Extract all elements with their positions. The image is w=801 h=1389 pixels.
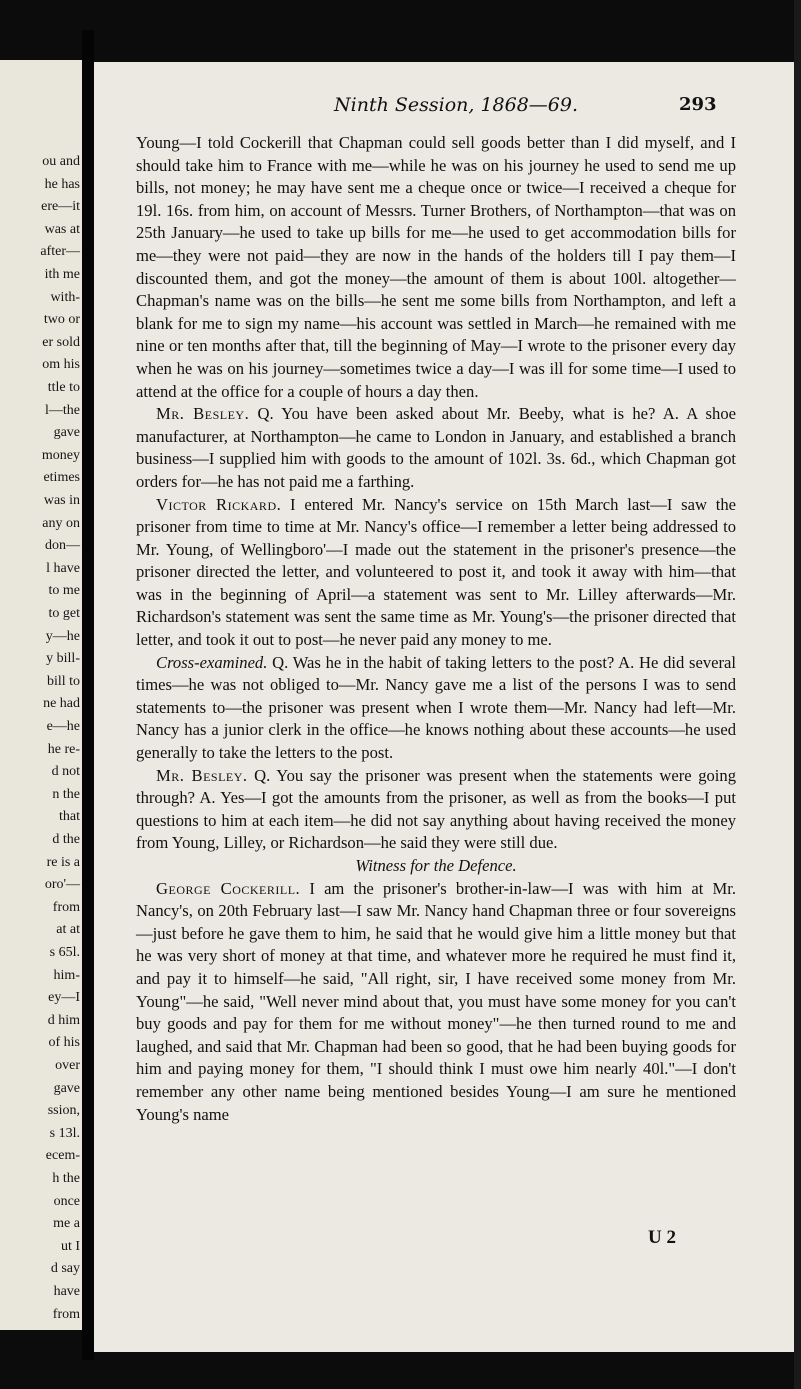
left-page-line: ut I	[60, 1238, 80, 1254]
left-page-line: ey—I	[48, 990, 80, 1006]
header-title: Ninth Session, 1868—69.	[334, 94, 579, 116]
left-page-line: l have	[46, 560, 80, 576]
left-page-fragment	[0, 60, 82, 1330]
speaker-lead: Mr. Besley.	[156, 765, 248, 785]
right-page	[94, 62, 794, 1352]
page-edge	[794, 0, 801, 1389]
left-page-line: ttle to	[47, 380, 80, 395]
left-page-line: to get	[48, 606, 80, 621]
left-page-line: om his	[42, 357, 80, 373]
left-page-line: once	[53, 1193, 80, 1209]
left-page-line: etimes	[43, 470, 80, 486]
paragraph-text: I am the prisoner's brother-in-law—I was with him at Mr. Nancy's, on 20th February last—I saw Mr. Nancy hand Chapman three or four sovereigns—just before he gave them to him, he said that he would give him a little money but that he was very short of money at that time, and whatever more he required he must find it, and pay it to himself—he said, "All right, sir, I have received some money from Mr. Young"—he said, "Well never mind about that, you must have some money for you can't buy goods and pay for them for me without money"—he then turned round to me and laughed, and said that Mr. Chapman had been so good, that he had been buying goods for him and paying money for them, "I should think I must owe him nearly 40l."—I don't remember any other name being mentioned besides Young—I am sure he mentioned Young's name	[136, 878, 737, 1124]
left-page-line: was at	[44, 221, 80, 237]
left-page-line: h the	[52, 1171, 80, 1186]
paragraph	[136, 132, 736, 403]
left-page-line: to me	[48, 583, 80, 599]
left-page-line: l—the	[45, 402, 80, 418]
left-page-line: me a	[53, 1216, 80, 1232]
left-page-line: gave	[53, 425, 80, 441]
left-page-line: n the	[52, 786, 80, 802]
left-page-line: d the	[52, 832, 80, 847]
paragraph	[136, 403, 736, 493]
speaker-lead: Cross-examined.	[156, 652, 268, 672]
paragraph-text: I entered Mr. Nancy's service on 15th March last—I saw the prisoner from time to time at Mr. Nancy's office—I remember a letter being addressed to Mr. Young, of Wellingboro'—I made out the statement in the prisoner's presence—the prisoner directed the letter, and volunteered to post it, and took it away with him—that was in the beginning of April—a statement was sent to Mr. Lilley afterwards—Mr. Richardson's statement was sent the same time as Mr. Young's—the prisoner directed that letter, and took it out to post—he never paid any money to me.	[136, 494, 737, 650]
left-page-line: d him	[47, 1012, 80, 1028]
left-page-line: after—	[40, 244, 80, 260]
left-page-line: e—he	[46, 719, 80, 734]
left-page-line: of his	[48, 1035, 80, 1051]
left-page-line: from	[52, 899, 80, 915]
left-page-line: he re-	[47, 741, 80, 757]
speaker-lead: George Cockerill.	[156, 878, 301, 898]
left-page-line: oro'—	[44, 877, 80, 893]
left-page-line: was in	[43, 493, 80, 508]
paragraph-text: Q. You have been asked about Mr. Beeby, what is he? A. A shoe manufacturer, at Northampton—he came to London in January, and established a branch business—I supplied him with goods to the amount of 102l. 3s. 6d., which Chapman got orders for—he has not paid me a farthing.	[136, 404, 736, 491]
left-page-line: two or	[43, 312, 80, 328]
paragraph	[136, 494, 736, 652]
left-page-line: that	[59, 809, 80, 825]
left-page-line: ne had	[43, 696, 80, 712]
left-page-line: he has	[44, 176, 80, 192]
section-heading: Witness for the Defence.	[355, 856, 517, 875]
left-page-line: d not	[51, 764, 80, 780]
left-page-line: gave	[53, 1080, 80, 1096]
left-page-line: ere—it	[41, 199, 80, 215]
left-page-line: money	[41, 447, 80, 463]
left-page-line: ou and	[42, 154, 80, 169]
left-page-line: ssion,	[47, 1103, 80, 1119]
speaker-lead: Victor Rickard.	[156, 494, 282, 514]
left-page-line: s 65l.	[49, 945, 80, 960]
left-page-line: ith me	[44, 267, 80, 282]
left-page-line: er sold	[42, 334, 80, 350]
left-page-line: re is a	[46, 854, 80, 870]
page-number: 293	[679, 94, 717, 115]
left-page-line: d say	[50, 1261, 80, 1277]
left-page-line: with-	[50, 289, 80, 305]
left-page-line: s 13l.	[49, 1125, 80, 1141]
paragraph	[136, 765, 736, 855]
paragraph-text: Q. Was he in the habit of taking letters to the post? A. He did several times—he was not obliged to—Mr. Nancy gave me a list of the persons I was to send statements to—the prisoner was present when I wrote them—Mr. Nancy had left—Mr. Nancy has a junior clerk in the office—he knows nothing about these accounts—he used generally to take the letters to the post.	[136, 652, 736, 763]
left-page-line: ecem-	[45, 1148, 80, 1164]
left-page-line: bill to	[46, 673, 80, 689]
left-page-line: him-	[53, 967, 80, 983]
left-page-line: any on	[42, 515, 80, 531]
book-gutter	[82, 30, 94, 1360]
paragraph-text: Q. You say the prisoner was present when the statements were going through? A. Yes—I got the amounts from the prisoner, as well as from the books—I put questions to him at each item—he did not say anything about having received the money from Young, Lilley, or Richardson—he said they were still due.	[136, 765, 736, 853]
paragraph	[136, 652, 736, 765]
left-page-line: y bill-	[46, 651, 80, 667]
paragraph	[136, 878, 736, 1127]
left-page-line: y—he	[45, 628, 80, 644]
left-page-line: from	[52, 1306, 80, 1322]
paragraph-text: Young—I told Cockerill that Chapman could sell goods better than I did myself, and I should take him to France with me—while he was on his journey he used to send me up bills, not money; he may have sent me a cheque once or twice—I received a cheque for 19l. 16s. from him, on account of Messrs. Turner Brothers, of Northampton—that was on 25th January—he used to take up bills for me—he used to get accommodation bills for me—they were not paid—they are now in the hands of the holders till I pay them—I discounted them, and got the money—the amount of them is about 100l. altogether—Chapman's name was on the bills—he sent me some bills from Northampton, and left a blank for me to sign my name—his account was settled in March—he remained with me nine or ten months after that, till the beginning of May—I wrote to the prisoner every day when he was on his journey—sometimes twice a day—I was ill for some time—I used to attend at the office for a couple of hours a day then.	[136, 133, 736, 401]
left-page-line: over	[55, 1058, 80, 1073]
left-page-line: at at	[56, 922, 80, 938]
left-page-line: have	[53, 1284, 80, 1299]
speaker-lead: Mr. Besley.	[156, 404, 250, 424]
left-page-line: don—	[45, 538, 80, 554]
signature-mark: U 2	[648, 1227, 676, 1248]
body-text	[136, 132, 736, 1126]
